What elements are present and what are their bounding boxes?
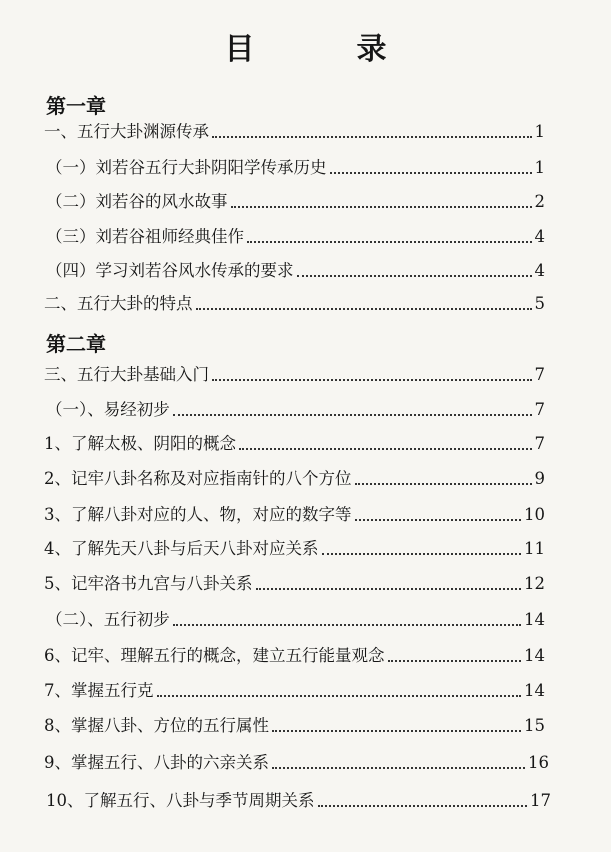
toc-entry bbox=[46, 789, 551, 813]
toc-entry-label: （二）、五行初步 bbox=[46, 610, 170, 629]
toc-entry-page: 1 bbox=[534, 158, 545, 177]
toc-entry bbox=[46, 190, 545, 214]
toc-entry-page: 16 bbox=[528, 753, 549, 772]
toc-entry-label: 3、了解八卦对应的人、物，对应的数字等 bbox=[44, 505, 352, 524]
toc-entry-label: 4、了解先天八卦与后天八卦对应关系 bbox=[44, 539, 319, 558]
toc-entry-label: 7、掌握五行克 bbox=[44, 681, 154, 700]
toc-entry bbox=[46, 398, 545, 422]
toc-entry bbox=[46, 608, 545, 632]
toc-entry-label: （二）刘若谷的风水故事 bbox=[46, 192, 228, 211]
leader-dots bbox=[239, 448, 532, 450]
toc-entry-page: 2 bbox=[534, 192, 545, 211]
toc-entry-label: （三）刘若谷祖师经典佳作 bbox=[46, 227, 244, 246]
leader-dots bbox=[272, 730, 521, 732]
toc-entry-label: 10、了解五行、八卦与季节周期关系 bbox=[46, 791, 315, 810]
toc-entry-page: 12 bbox=[524, 574, 545, 593]
toc-entry-page: 9 bbox=[534, 469, 545, 488]
leader-dots bbox=[212, 379, 532, 381]
toc-entry-label: 8、掌握八卦、方位的五行属性 bbox=[44, 716, 269, 735]
toc-entry-page: 10 bbox=[524, 505, 545, 524]
toc-entry bbox=[46, 259, 545, 283]
toc-entry-page: 11 bbox=[524, 539, 545, 558]
toc-entry-label: 二、五行大卦的特点 bbox=[44, 294, 193, 313]
toc-entry bbox=[46, 156, 545, 180]
toc-entry bbox=[44, 644, 545, 668]
page-title: 目 录 bbox=[224, 32, 423, 67]
toc-entry-page: 7 bbox=[534, 365, 545, 384]
leader-dots bbox=[247, 241, 532, 243]
toc-entry-page: 1 bbox=[534, 122, 545, 141]
toc-entry-label: 一、五行大卦渊源传承 bbox=[44, 122, 209, 141]
leader-dots bbox=[318, 805, 528, 807]
toc-entry-label: （四）学习刘若谷风水传承的要求 bbox=[46, 261, 294, 280]
toc-entry-label: 5、记牢洛书九宫与八卦关系 bbox=[44, 574, 253, 593]
chapter-heading-2: 第二章 bbox=[46, 332, 106, 356]
toc-entry-page: 17 bbox=[530, 791, 551, 810]
toc-entry bbox=[44, 503, 545, 527]
toc-entry bbox=[44, 572, 545, 596]
toc-entry bbox=[44, 292, 545, 316]
toc-entry bbox=[44, 537, 545, 561]
leader-dots bbox=[272, 767, 525, 769]
leader-dots bbox=[231, 206, 532, 208]
toc-entry-label: 2、记牢八卦名称及对应指南针的八个方位 bbox=[44, 469, 352, 488]
toc-entry bbox=[44, 714, 545, 738]
toc-entry-label: 三、五行大卦基础入门 bbox=[44, 365, 209, 384]
toc-entry-page: 4 bbox=[534, 261, 545, 280]
toc-entry-label: （一）、易经初步 bbox=[46, 400, 170, 419]
leader-dots bbox=[330, 172, 532, 174]
toc-entry-page: 14 bbox=[524, 681, 545, 700]
toc-entry-page: 5 bbox=[534, 294, 545, 313]
leader-dots bbox=[322, 553, 522, 555]
toc-entry-label: 6、记牢、理解五行的概念，建立五行能量观念 bbox=[44, 646, 385, 665]
toc-entry-page: 4 bbox=[534, 227, 545, 246]
toc-entry-label: 9、掌握五行、八卦的六亲关系 bbox=[44, 753, 269, 772]
toc-entry-page: 7 bbox=[534, 400, 545, 419]
toc-entry-label: 1、了解太极、阴阳的概念 bbox=[44, 434, 236, 453]
toc-entry bbox=[44, 432, 545, 456]
toc-entry-label: （一）刘若谷五行大卦阴阳学传承历史 bbox=[46, 158, 327, 177]
leader-dots bbox=[157, 695, 522, 697]
leader-dots bbox=[297, 275, 532, 277]
toc-entry bbox=[46, 225, 545, 249]
leader-dots bbox=[212, 136, 532, 138]
toc-entry-page: 14 bbox=[524, 610, 545, 629]
toc-entry-page: 14 bbox=[524, 646, 545, 665]
leader-dots bbox=[196, 308, 532, 310]
leader-dots bbox=[388, 660, 522, 662]
leader-dots bbox=[355, 483, 532, 485]
leader-dots bbox=[355, 519, 522, 521]
toc-entry-page: 7 bbox=[534, 434, 545, 453]
toc-entry bbox=[44, 467, 545, 491]
leader-dots bbox=[173, 624, 521, 626]
toc-entry-page: 15 bbox=[524, 716, 545, 735]
toc-entry bbox=[44, 679, 545, 703]
toc-entry bbox=[44, 363, 545, 387]
leader-dots bbox=[256, 588, 522, 590]
toc-entry bbox=[44, 120, 545, 144]
leader-dots bbox=[173, 414, 532, 416]
toc-entry bbox=[44, 751, 549, 775]
chapter-heading-1: 第一章 bbox=[46, 94, 106, 118]
